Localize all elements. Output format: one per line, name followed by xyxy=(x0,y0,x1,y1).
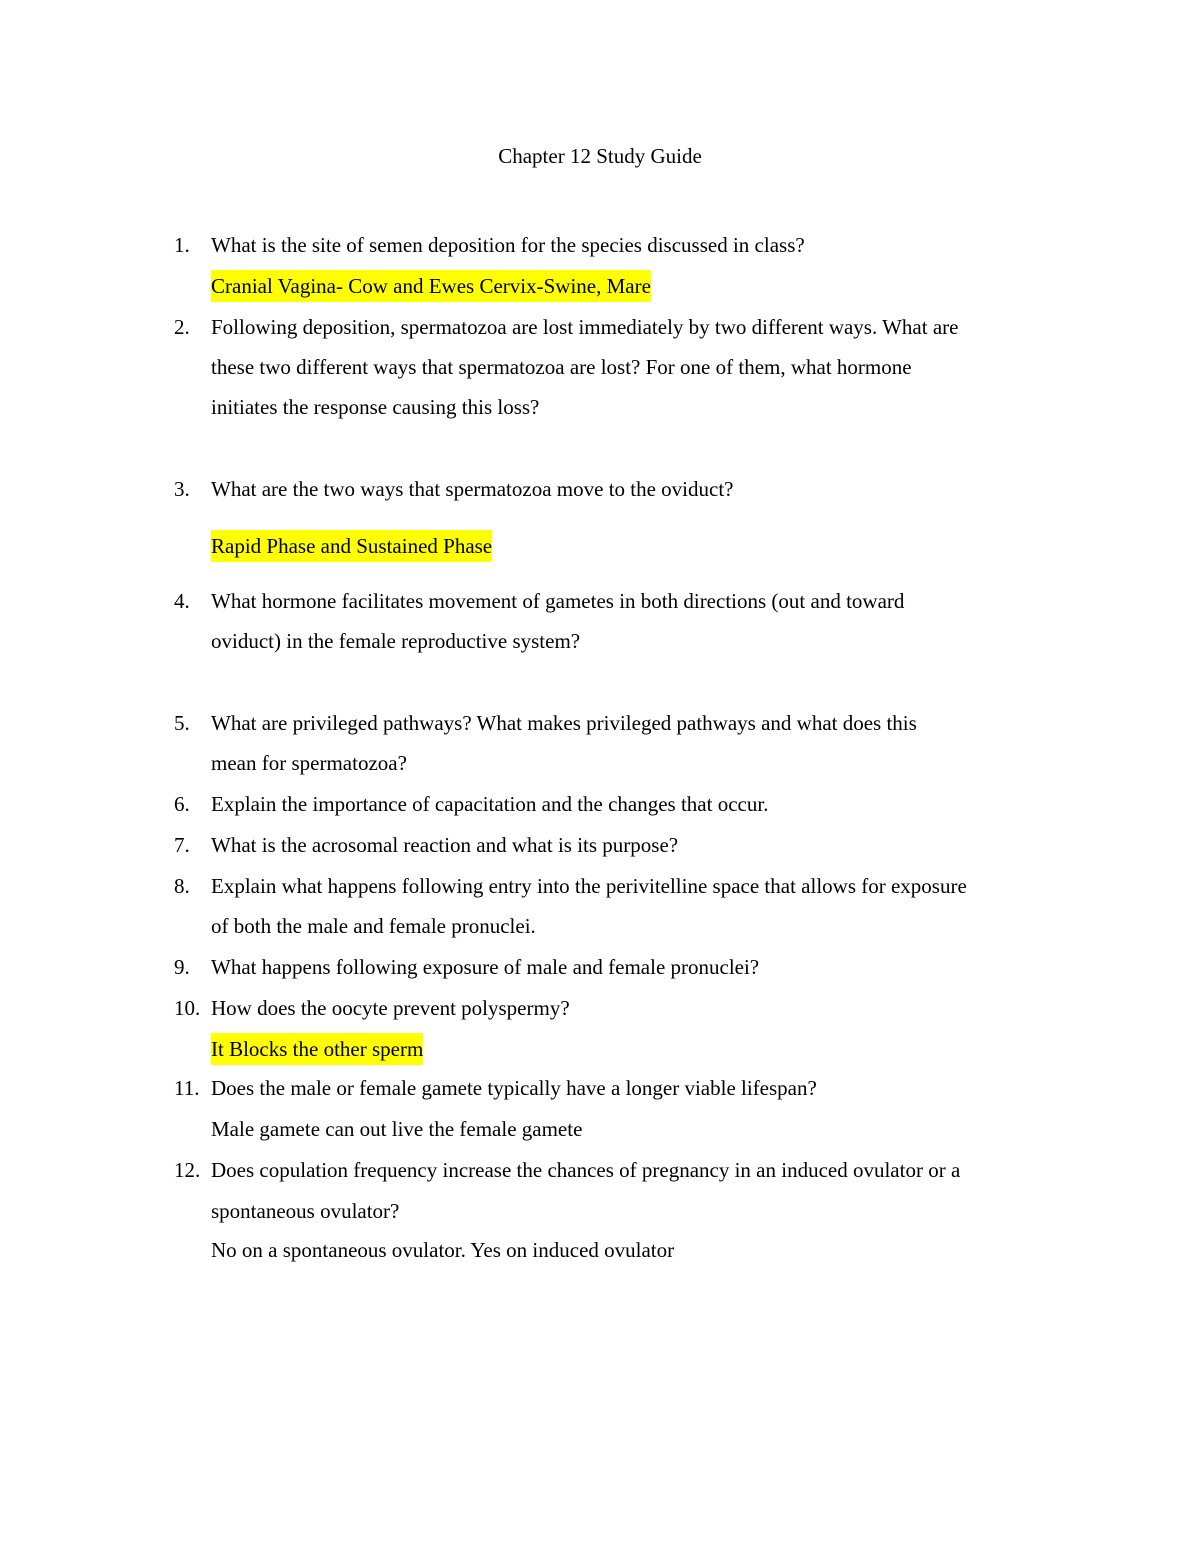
question-text: What is the acrosomal reaction and what is its purpose? xyxy=(211,833,679,857)
question-number: 10. xyxy=(174,996,201,1020)
highlighted-answer: Cranial Vagina- Cow and Ewes Cervix-Swine, Mare xyxy=(211,270,651,302)
question-number: 3. xyxy=(174,477,190,501)
question-text: oviduct) in the female reproductive system? xyxy=(211,629,581,653)
question-number: 11. xyxy=(174,1076,200,1100)
question-text: What are privileged pathways? What makes privileged pathways and what does this xyxy=(211,711,917,735)
answer-text: No on a spontaneous ovulator. Yes on induced ovulator xyxy=(211,1238,675,1262)
page-title: Chapter 12 Study Guide xyxy=(498,144,702,168)
question-text: What hormone facilitates movement of gametes in both directions (out and toward xyxy=(211,589,905,613)
question-text: Explain what happens following entry into the perivitelline space that allows for exposure xyxy=(211,874,967,898)
question-number: 12. xyxy=(174,1158,201,1182)
question-text: Following deposition, spermatozoa are lost immediately by two different ways. What are xyxy=(211,315,959,339)
question-number: 9. xyxy=(174,955,190,979)
highlighted-answer: It Blocks the other sperm xyxy=(211,1033,423,1065)
question-number: 7. xyxy=(174,833,190,857)
question-text: What is the site of semen deposition for the species discussed in class? xyxy=(211,233,805,257)
question-text: mean for spermatozoa? xyxy=(211,751,407,775)
question-number: 6. xyxy=(174,792,190,816)
question-number: 4. xyxy=(174,589,190,613)
question-text: spontaneous ovulator? xyxy=(211,1199,400,1223)
question-number: 1. xyxy=(174,233,190,257)
answer-text: Male gamete can out live the female gamete xyxy=(211,1117,583,1141)
question-text: How does the oocyte prevent polyspermy? xyxy=(211,996,570,1020)
question-text: Does copulation frequency increase the chances of pregnancy in an induced ovulator or a xyxy=(211,1158,961,1182)
question-text: of both the male and female pronuclei. xyxy=(211,914,536,938)
question-text: What are the two ways that spermatozoa move to the oviduct? xyxy=(211,477,734,501)
question-number: 8. xyxy=(174,874,190,898)
question-text: these two different ways that spermatozoa are lost? For one of them, what hormone xyxy=(211,355,912,379)
question-text: initiates the response causing this loss? xyxy=(211,395,540,419)
question-text: What happens following exposure of male and female pronuclei? xyxy=(211,955,760,979)
question-number: 5. xyxy=(174,711,190,735)
question-text: Explain the importance of capacitation and the changes that occur. xyxy=(211,792,769,816)
question-text: Does the male or female gamete typically have a longer viable lifespan? xyxy=(211,1076,817,1100)
question-number: 2. xyxy=(174,315,190,339)
highlighted-answer: Rapid Phase and Sustained Phase xyxy=(211,530,492,562)
